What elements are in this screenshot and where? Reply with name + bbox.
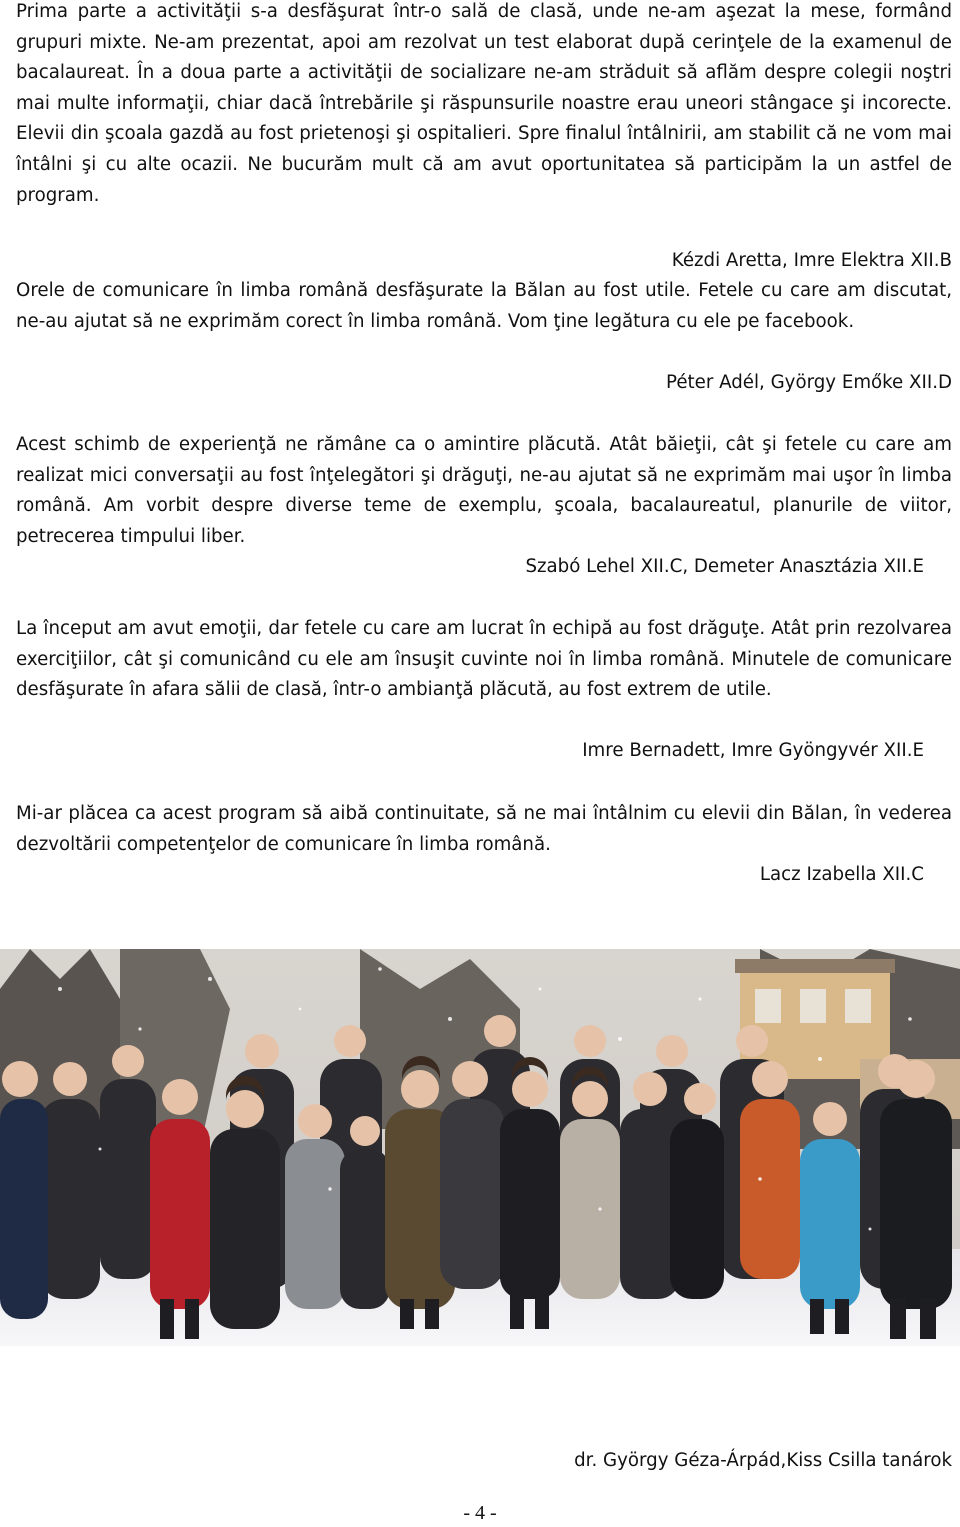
page-number: - 4 - xyxy=(463,1502,497,1524)
testimonial-signature-3: Szabó Lehel XII.C, Demeter Anasztázia XII.E xyxy=(525,556,924,577)
testimonial-signature-2: Péter Adél, György Emőke XII.D xyxy=(666,372,952,393)
testimonial-signature-5: Lacz Izabella XII.C xyxy=(759,864,924,885)
group-photo xyxy=(0,949,960,1346)
teachers-signature: dr. György Géza-Árpád,Kiss Csilla tanárok xyxy=(574,1450,952,1471)
testimonial-signature-4: Imre Bernadett, Imre Gyöngyvér XII.E xyxy=(582,740,924,761)
testimonial-signature-1: Kézdi Aretta, Imre Elektra XII.B xyxy=(671,250,952,271)
testimonial-paragraph-4: La început am avut emoţii, dar fetele cu care am lucrat în echipă au fost drăguţe. Atât prin rezolvarea exerciţiilor, cât şi comunicând cu ele am însuşit cuvinte noi în limba română. Minutele de comunicare desfăşurate în afara sălii de clasă, într-o ambianţă plăcută, au fost extrem de utile. xyxy=(16,618,952,701)
testimonial-paragraph-3: Acest schimb de experienţă ne rămâne ca o amintire plăcută. Atât băieţii, cât şi fetele cu care am realizat mici conversaţii au fost înţelegători şi drăguţi, ne-au ajutat să ne exprimăm mai uşor în limba română. Am vorbit despre diverse teme de exemplu, şcoala, bacalaureatul, planurile de viitor, petrecerea timpului liber. xyxy=(16,434,952,547)
testimonial-paragraph-1: Prima parte a activităţii s-a desfăşurat într-o sală de clasă, unde ne-am aşezat la mese, formând grupuri mixte. Ne-am prezentat, apoi am rezolvat un test elaborat după cerinţele de la examenul de bacalaureat. În a doua parte a activităţii de socializare ne-am străduit să aflăm despre colegii noştri mai multe informaţii, chiar dacă întrebările şi răspunsurile noastre erau uneori stângace şi incorecte. Elevii din şcoala gazdă au fost prietenoşi şi ospitalieri. Spre finalul întâlnirii, am stabilit că ne vom mai întâlni şi cu alte ocazii. Ne bucurăm mult că am avut oportunitatea să participăm la un astfel de program. xyxy=(16,1,952,206)
testimonial-paragraph-5: Mi-ar plăcea ca acest program să aibă continuitate, să ne mai întâlnim cu elevii din Bălan, în vederea dezvoltării competenţelor de comunicare în limba română. xyxy=(16,803,952,855)
testimonial-paragraph-2: Orele de comunicare în limba română desfăşurate la Bălan au fost utile. Fetele cu care am discutat, ne-au ajutat să ne exprimăm corect în limba română. Vom ţine legătura cu ele pe facebook. xyxy=(16,280,952,332)
